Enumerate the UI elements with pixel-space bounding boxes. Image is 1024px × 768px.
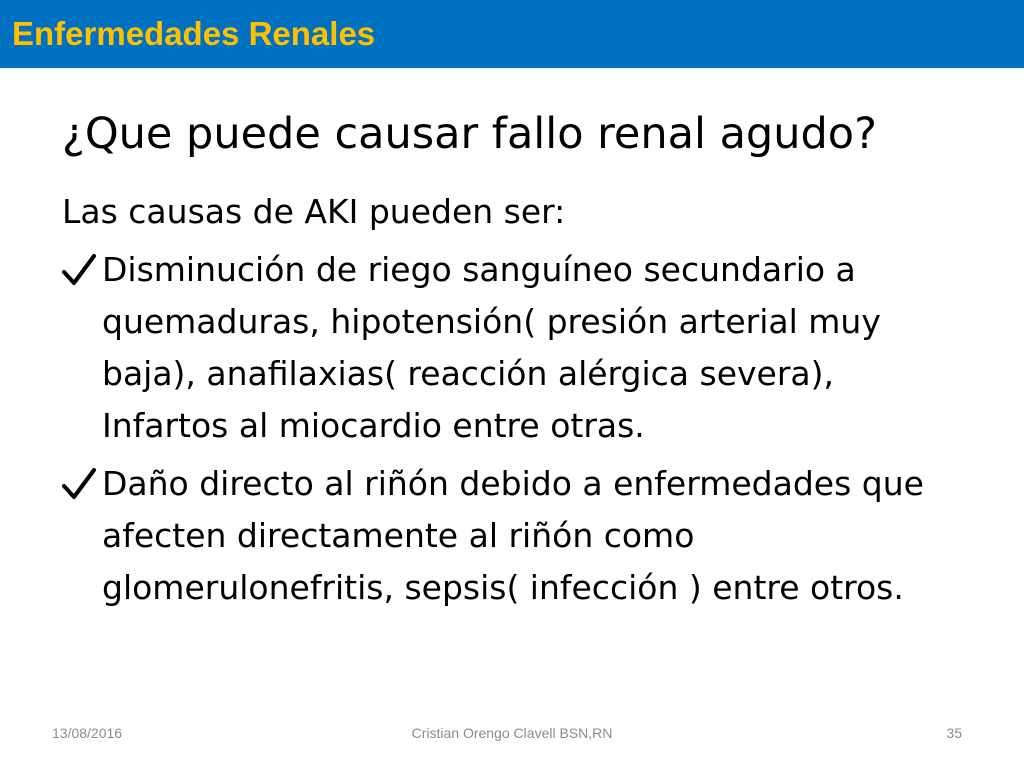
header-title: Enfermedades Renales: [12, 15, 376, 52]
check-icon: [62, 458, 100, 510]
bullet-item: [62, 458, 962, 614]
bullet-item: [62, 244, 962, 452]
intro-text: Las causas de AKI pueden ser:: [62, 192, 566, 231]
bullet-text: Disminución de riego sanguíneo secundario a quemaduras, hipotensión( presión arterial muy baja), anafilaxias( reacción alérgica severa), Infartos al miocardio entre otras.: [102, 250, 881, 445]
footer-page-number: 35: [946, 725, 962, 741]
footer-date: 13/08/2016: [52, 725, 123, 741]
slide-title: ¿Que puede causar fallo renal agudo?: [62, 109, 877, 159]
footer-author: Cristian Orengo Clavell BSN,RN: [411, 725, 613, 741]
bullet-text: Daño directo al riñón debido a enfermedades que afecten directamente al riñón como glomerulonefritis, sepsis( infección ) entre otros.: [102, 464, 924, 607]
check-icon: [62, 244, 100, 296]
slide-content: [62, 186, 962, 620]
header-bar: [0, 0, 1024, 68]
